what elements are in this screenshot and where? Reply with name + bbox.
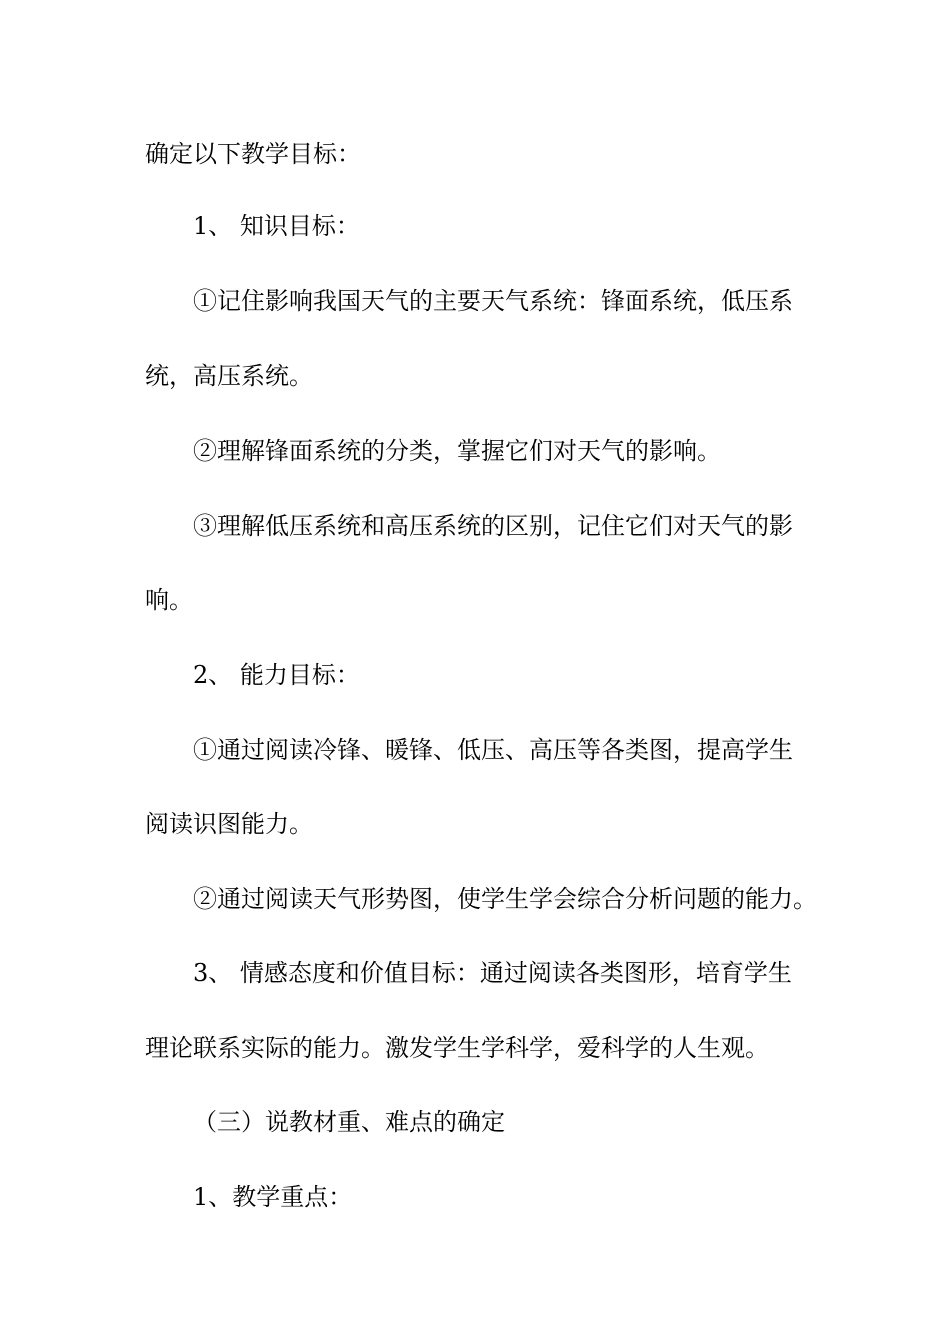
- text-line-1: 确定以下教学目标：: [145, 140, 361, 168]
- text-line-6: ③理解低压系统和高压系统的区别，记住它们对天气的影: [193, 512, 793, 540]
- text-line-8: 2、 能力目标：: [193, 661, 360, 689]
- text-line-3: ①记住影响我国天气的主要天气系统：锋面系统，低压系: [193, 287, 793, 315]
- text-line-10: 阅读识图能力。: [145, 810, 313, 838]
- text-line-15: 1、教学重点：: [193, 1183, 353, 1211]
- text-line-12: 3、 情感态度和价值目标：通过阅读各类图形，培育学生: [193, 959, 792, 987]
- text-line-13: 理论联系实际的能力。激发学生学科学，爱科学的人生观。: [145, 1034, 769, 1062]
- text-line-7: 响。: [145, 586, 193, 614]
- text-line-5: ②理解锋面系统的分类，掌握它们对天气的影响。: [193, 437, 721, 465]
- text-line-4: 统，高压系统。: [145, 362, 313, 390]
- text-line-11: ②通过阅读天气形势图，使学生学会综合分析问题的能力。: [193, 885, 817, 913]
- text-line-2: 1、 知识目标：: [193, 212, 360, 240]
- text-line-9: ①通过阅读冷锋、暖锋、低压、高压等各类图，提高学生: [193, 736, 793, 764]
- section-heading: （三）说教材重、难点的确定: [193, 1108, 505, 1136]
